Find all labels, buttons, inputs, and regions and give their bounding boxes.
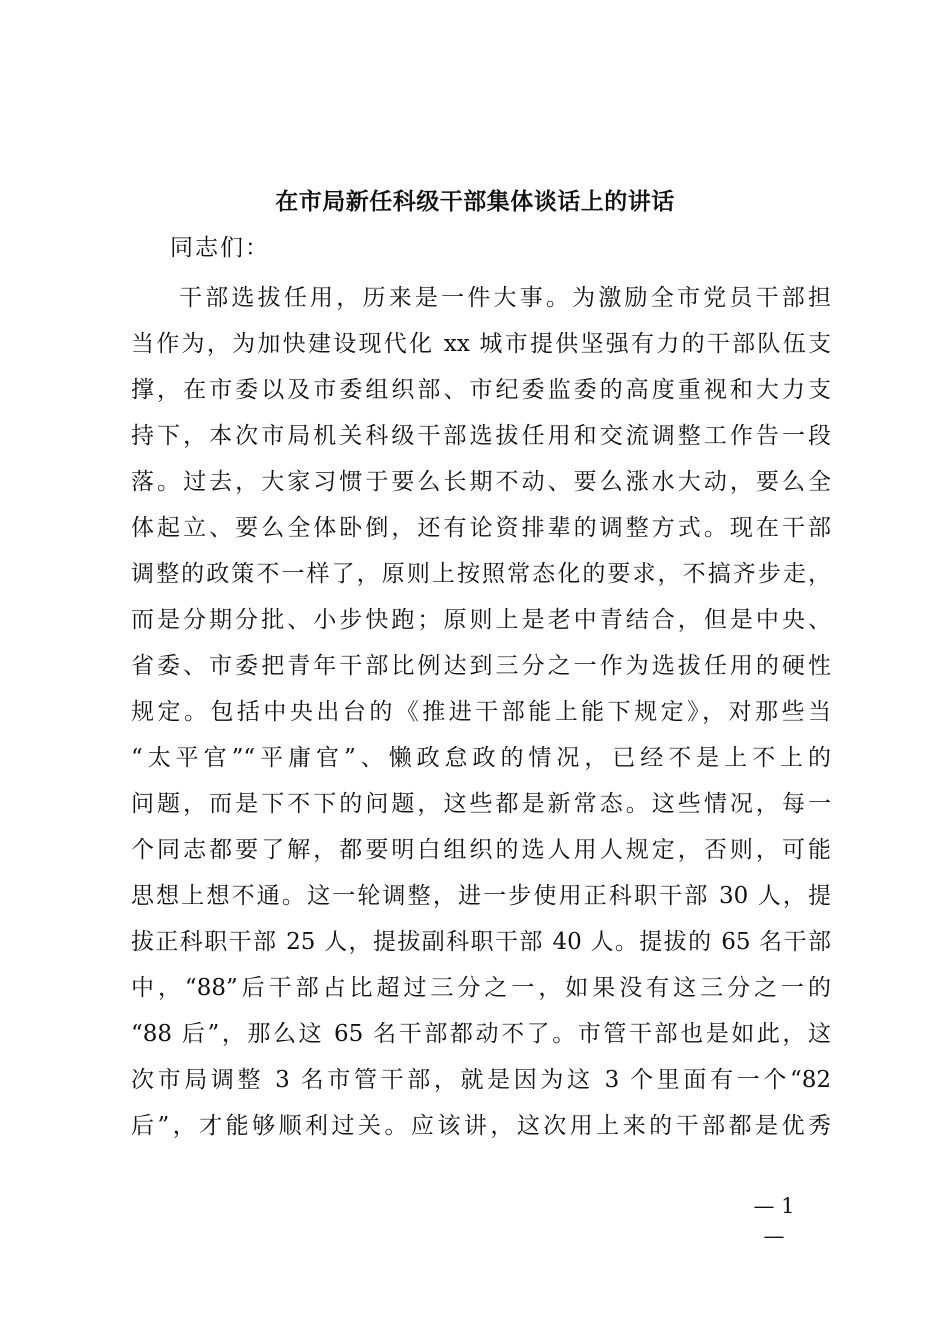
page-number: — 1 — [753,1194,795,1248]
body-line: 而是分期分批、小步快跑；原则上是老中青结合，但是中央、 [131,607,831,633]
body-line: 撑，在市委以及市委组织部、市纪委监委的高度重视和大力支 [131,377,831,403]
speech-title: 在市局新任科级干部集体谈话上的讲话 [275,188,675,215]
body-line: 省委、市委把青年干部比例达到三分之一作为选拔任用的硬性 [131,653,831,679]
body-line: 落。过去，大家习惯于要么长期不动、要么涨水大动，要么全 [131,469,831,495]
body-line: 规定。包括中央出台的《推进干部能上能下规定》，对那些当 [131,699,831,725]
body-line: 次市局调整 3 名市管干部，就是因为这 3 个里面有一个“82 [131,1067,831,1093]
body-line: 问题，而是下不下的问题，这些都是新常态。这些情况，每一 [131,791,831,817]
body-line: 当作为，为加快建设现代化 xx 城市提供坚强有力的干部队伍支 [131,331,831,357]
body-line: 调整的政策不一样了，原则上按照常态化的要求，不搞齐步走， [131,561,831,587]
body-line: 后”，才能够顺利过关。应该讲，这次用上来的干部都是优秀 [131,1113,831,1139]
body-line: 体起立、要么全体卧倒，还有论资排辈的调整方式。现在干部 [131,515,831,541]
body-line: 拔正科职干部 25 人，提拔副科职干部 40 人。提拔的 65 名干部 [131,929,831,955]
body-line: 思想上想不通。这一轮调整，进一步使用正科职干部 30 人，提 [131,883,831,909]
body-line: 干部选拔任用，历来是一件大事。为激励全市党员干部担 [179,285,831,311]
body-line: “88 后”，那么这 65 名干部都动不了。市管干部也是如此，这 [131,1021,831,1047]
body-line: 中，“88”后干部占比超过三分之一，如果没有这三分之一的 [131,975,831,1001]
body-text [131,275,831,1149]
body-line: “太平官”“平庸官”、懒政怠政的情况，已经不是上不上的 [131,745,831,771]
body-line: 个同志都要了解，都要明白组织的选人用人规定，否则，可能 [131,837,831,863]
body-line: 持下，本次市局机关科级干部选拔任用和交流调整工作告一段 [131,423,831,449]
greeting: 同志们： [170,235,270,261]
